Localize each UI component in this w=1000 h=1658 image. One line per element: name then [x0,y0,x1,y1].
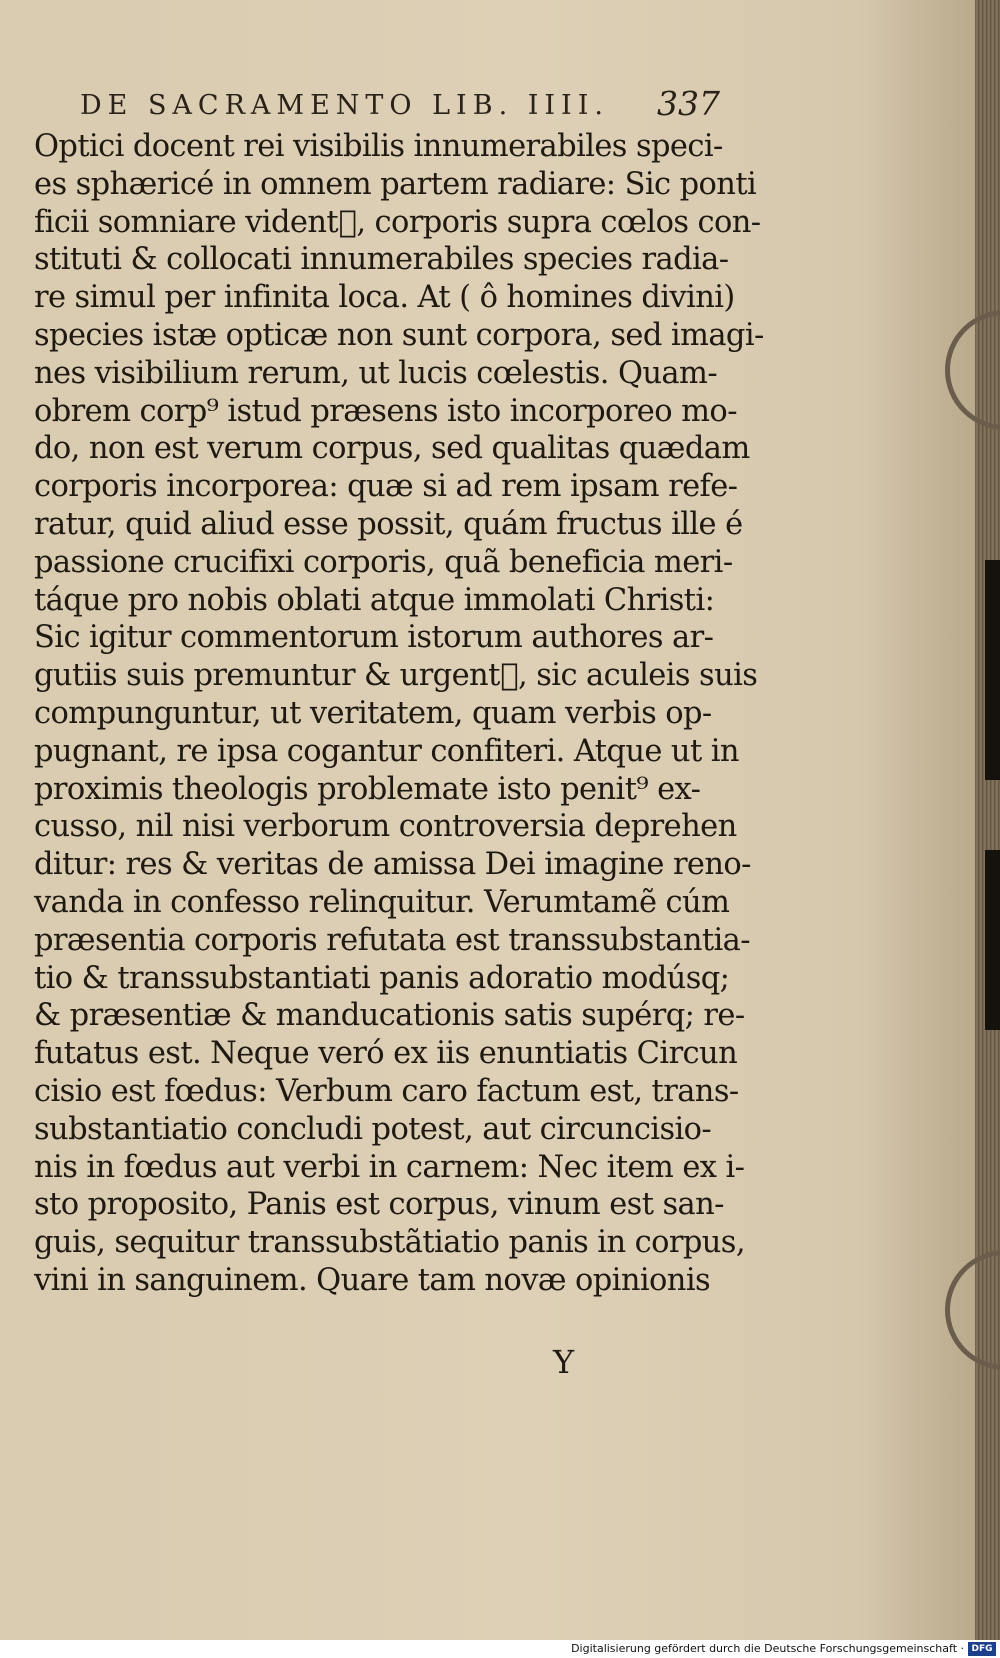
signature-mark: Y [553,1343,575,1381]
text-line: nes visibilium rerum, ut lucis cœlestis. Quam- [34,355,718,391]
text-line: futatus est. Neque veró ex iis enuntiatis Circun [34,1036,738,1072]
footer-bar [0,1640,1000,1658]
text-line: proximis theologis problemate isto penit⁹ ex- [34,771,701,807]
text-line: gutiis suis premuntur & urgent᷑, sic aculeis suis [34,658,758,694]
footer-credit: Digitalisierung gefördert durch die Deutsche Forschungsgemeinschaft · [571,1642,964,1655]
text-line: táque pro nobis oblati atque immolati Christi: [34,582,715,618]
text-line: cisio est fœdus: Verbum caro factum est, trans- [34,1073,739,1109]
text-line: substantiatio concludi potest, aut circuncisio- [34,1111,712,1147]
text-line: guis, sequitur transsubstãtiatio panis in corpus, [34,1225,745,1261]
text-line: ficii somniare vident᷑, corporis supra cœlos con- [34,204,761,240]
text-line: cusso, nil nisi verborum controversia deprehen [34,809,737,845]
page-number: 337 [657,84,720,123]
text-line: passione crucifixi corporis, quã beneficia meri- [34,544,733,580]
text-line: & præsentiæ & manducationis satis supérq; re- [34,998,745,1034]
page-header [80,84,720,130]
text-line: pugnant, re ipsa cogantur confiteri. Atque ut in [34,733,739,769]
dark-tab-upper [985,560,1000,780]
text-line: nis in fœdus aut verbi in carnem: Nec item ex i- [34,1149,745,1185]
body-text [34,128,764,1300]
text-line: tio & transsubstantiati panis adoratio modúsq; [34,960,730,996]
page-edge [975,0,1000,1640]
dfg-logo: DFG [968,1642,996,1656]
text-line: corporis incorporea: quæ si ad rem ipsam refe- [34,469,738,505]
text-line: præsentia corporis refutata est transsubstantia- [34,922,750,958]
text-line: Optici docent rei visibilis innumerabiles speci- [34,129,723,164]
text-line: vini in sanguinem. Quare tam novæ opinionis [34,1262,711,1298]
text-line: stituti & collocati innumerabiles species radia- [34,242,729,278]
text-line: sto proposito, Panis est corpus, vinum est san- [34,1187,724,1223]
text-line: obrem corp⁹ istud præsens isto incorporeo mo- [34,393,737,429]
text-line: es sphæricé in omnem partem radiare: Sic ponti [34,166,757,202]
text-line: species istæ opticæ non sunt corpora, sed imagi- [34,317,764,353]
text-line: compunguntur, ut veritatem, quam verbis op- [34,695,712,731]
text-line: Sic igitur commentorum istorum authores ar- [34,620,714,656]
text-line: ditur: res & veritas de amissa Dei imagine reno- [34,847,751,883]
dark-tab-lower [985,850,1000,1030]
text-line: ratur, quid aliud esse possit, quám fructus ille é [34,506,743,542]
running-title: DE SACRAMENTO LIB. IIII. [80,90,609,121]
text-line: vanda in confesso relinquitur. Verumtamẽ cúm [34,884,730,920]
text-line: re simul per infinita loca. At ( ô homines divini) [34,280,735,316]
text-line: do, non est verum corpus, sed qualitas quædam [34,431,750,467]
